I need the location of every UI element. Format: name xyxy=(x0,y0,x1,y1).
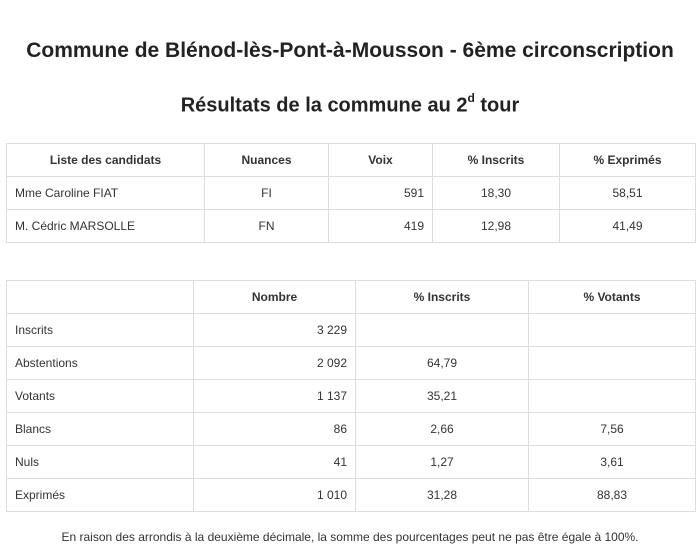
stat-pct-inscrits: 31,28 xyxy=(356,479,529,512)
candidate-pct-inscrits: 12,98 xyxy=(433,210,560,243)
candidate-name: M. Cédric MARSOLLE xyxy=(7,210,205,243)
stat-pct-votants xyxy=(529,314,696,347)
col-header-nombre: Nombre xyxy=(194,281,356,314)
col-header-pct-exprimes: % Exprimés xyxy=(560,144,696,177)
table-header-row xyxy=(7,144,696,177)
stat-label: Votants xyxy=(7,380,194,413)
candidate-voix: 419 xyxy=(329,210,433,243)
candidate-pct-exprimes: 41,49 xyxy=(560,210,696,243)
stat-nombre: 86 xyxy=(194,413,356,446)
page-title: Commune de Blénod-lès-Pont-à-Mousson - 6ème circonscription xyxy=(26,39,674,62)
stat-pct-inscrits: 2,66 xyxy=(356,413,529,446)
stat-label: Exprimés xyxy=(7,479,194,512)
candidate-name: Mme Caroline FIAT xyxy=(7,177,205,210)
stat-pct-inscrits: 35,21 xyxy=(356,380,529,413)
col-header-blank xyxy=(7,281,194,314)
table-row xyxy=(7,177,696,210)
col-header-pct-inscrits: % Inscrits xyxy=(356,281,529,314)
table-row xyxy=(7,446,696,479)
stat-pct-inscrits: 64,79 xyxy=(356,347,529,380)
candidate-pct-inscrits: 18,30 xyxy=(433,177,560,210)
stat-label: Blancs xyxy=(7,413,194,446)
col-header-nuances: Nuances xyxy=(205,144,329,177)
stat-pct-votants: 88,83 xyxy=(529,479,696,512)
table-row xyxy=(7,210,696,243)
stat-nombre: 3 229 xyxy=(194,314,356,347)
col-header-voix: Voix xyxy=(329,144,433,177)
candidate-voix: 591 xyxy=(329,177,433,210)
table-row xyxy=(7,479,696,512)
candidate-pct-exprimes: 58,51 xyxy=(560,177,696,210)
stat-pct-inscrits xyxy=(356,314,529,347)
table-row xyxy=(7,314,696,347)
candidates-table xyxy=(6,143,696,243)
col-header-pct-inscrits: % Inscrits xyxy=(433,144,560,177)
stat-pct-inscrits: 1,27 xyxy=(356,446,529,479)
candidate-nuance: FN xyxy=(205,210,329,243)
page-subtitle xyxy=(0,93,700,118)
table-row xyxy=(7,347,696,380)
stat-label: Abstentions xyxy=(7,347,194,380)
stat-pct-votants xyxy=(529,347,696,380)
stat-pct-votants: 7,56 xyxy=(529,413,696,446)
subtitle-main: Résultats de la commune au 2 xyxy=(180,94,468,117)
stat-nombre: 1 010 xyxy=(194,479,356,512)
stat-label: Nuls xyxy=(7,446,194,479)
rounding-note: En raison des arrondis à la deuxième décimale, la somme des pourcentages peut ne pas être égale à 100%. xyxy=(61,530,639,544)
table-row xyxy=(7,413,696,446)
subtitle-superscript: d xyxy=(467,91,475,105)
stat-nombre: 1 137 xyxy=(194,380,356,413)
candidate-nuance: FI xyxy=(205,177,329,210)
stat-pct-votants: 3,61 xyxy=(529,446,696,479)
col-header-pct-votants: % Votants xyxy=(529,281,696,314)
stat-label: Inscrits xyxy=(7,314,194,347)
subtitle-end: tour xyxy=(474,94,520,117)
stat-nombre: 2 092 xyxy=(194,347,356,380)
stats-table xyxy=(6,280,696,512)
col-header-candidates: Liste des candidats xyxy=(7,144,205,177)
table-row xyxy=(7,380,696,413)
stat-nombre: 41 xyxy=(194,446,356,479)
table-header-row xyxy=(7,281,696,314)
stat-pct-votants xyxy=(529,380,696,413)
